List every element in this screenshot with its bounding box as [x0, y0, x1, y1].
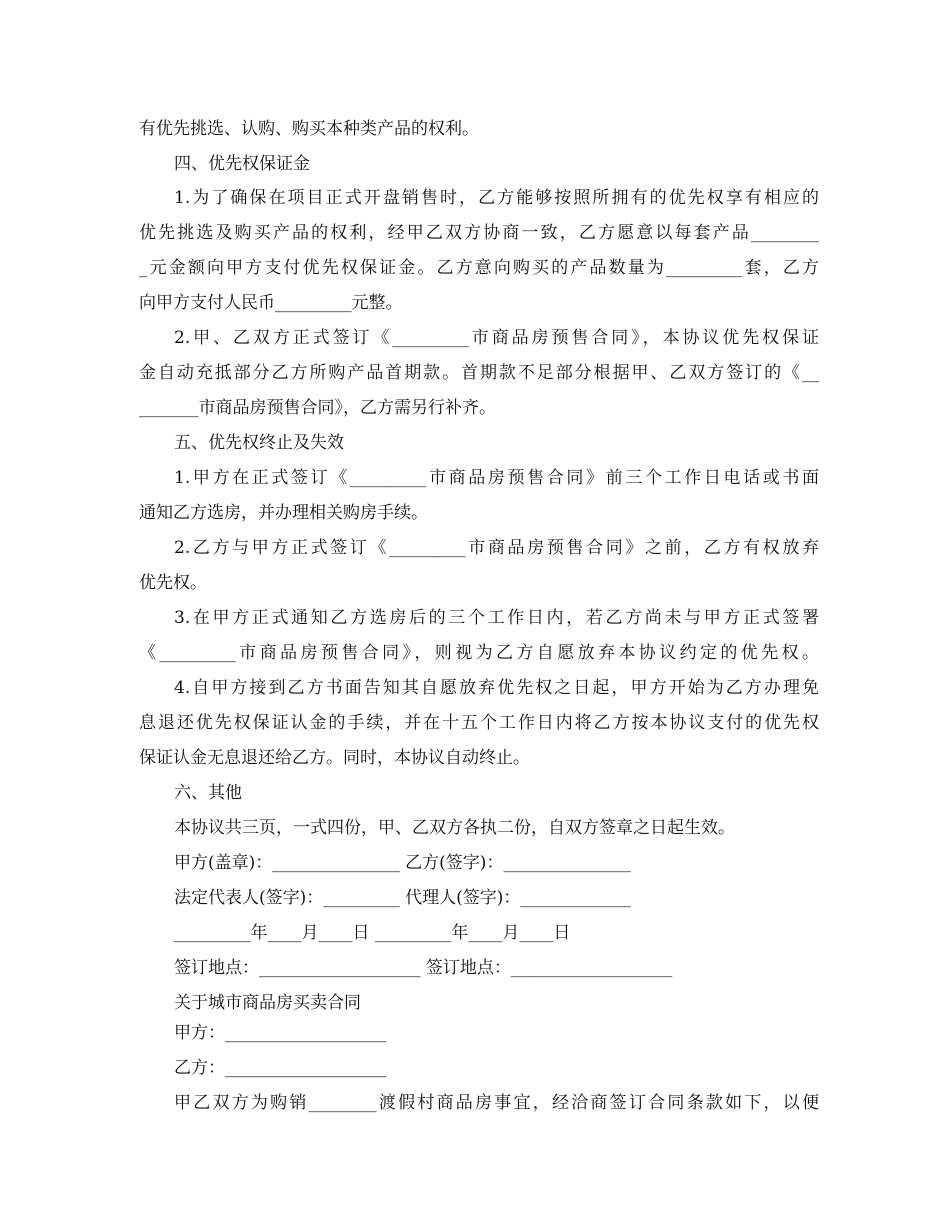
paragraph-line: 2.甲、乙双方正式签订《_________市商品房预售合同》，本协议优先权保证: [174, 328, 819, 348]
paragraph-line: 《_________市商品房预售合同》，则视为乙方自愿放弃本协议约定的优先权。: [139, 643, 819, 663]
paragraph-line: 保证认金无息退还给乙方。同时，本协议自动终止。: [139, 748, 530, 768]
party-b-line: 乙方：___________________: [174, 1058, 387, 1078]
section-heading: 六、其他: [174, 783, 242, 803]
paragraph-line: 3.在甲方正式通知乙方选房后的三个工作日内，若乙方尚未与甲方正式签署: [174, 608, 819, 628]
paragraph-line: 有优先挑选、认购、购买本种类产品的权利。: [139, 119, 479, 139]
signature-line-dates: _________年____月____日 _________年____月____日: [174, 923, 571, 943]
paragraph-line: 甲乙双方为购销________渡假村商品房事宜，经洽商签订合同条款如下，以便: [174, 1093, 819, 1113]
signature-line-parties: 甲方(盖章)：_______________ 乙方(签字)：_______________: [174, 853, 631, 873]
paragraph-line: 金自动充抵部分乙方所购产品首期款。首期款不足部分根据甲、乙双方签订的《__: [139, 363, 819, 383]
paragraph-line: 1.为了确保在项目正式开盘销售时，乙方能够按照所拥有的优先权享有相应的: [174, 188, 819, 208]
contract-title: 关于城市商品房买卖合同: [174, 993, 361, 1013]
paragraph-line: _______市商品房预售合同》，乙方需另行补齐。: [139, 398, 496, 418]
paragraph-line: 4.自甲方接到乙方书面告知其自愿放弃优先权之日起，甲方开始为乙方办理免: [174, 678, 819, 698]
paragraph-line: 向甲方支付人民币_________元整。: [139, 293, 403, 313]
section-heading: 四、优先权保证金: [174, 154, 310, 174]
paragraph-line: 优先挑选及购买产品的权利，经甲乙双方协商一致，乙方愿意以每套产品________: [139, 223, 819, 243]
paragraph-line: 息退还优先权保证认金的手续，并在十五个工作日内将乙方按本协议支付的优先权: [139, 713, 819, 733]
paragraph-line: _元金额向甲方支付优先权保证金。乙方意向购买的产品数量为_________套，乙方: [139, 258, 819, 278]
party-a-line: 甲方：___________________: [174, 1023, 387, 1043]
signature-line-representatives: 法定代表人(签字)：_________ 代理人(签字)：_____________: [174, 888, 631, 908]
paragraph-line: 优先权。: [139, 573, 207, 593]
paragraph-line: 本协议共三页，一式四份，甲、乙双方各执二份，自双方签章之日起生效。: [174, 818, 735, 838]
signature-line-places: 签订地点：___________________ 签订地点：___________________: [174, 958, 673, 978]
paragraph-line: 2.乙方与甲方正式签订《_________市商品房预售合同》之前，乙方有权放弃: [174, 538, 819, 558]
paragraph-line: 1.甲方在正式签订《_________市商品房预售合同》前三个工作日电话或书面: [174, 468, 819, 488]
section-heading: 五、优先权终止及失效: [174, 433, 344, 453]
paragraph-line: 通知乙方选房，并办理相关购房手续。: [139, 503, 428, 523]
